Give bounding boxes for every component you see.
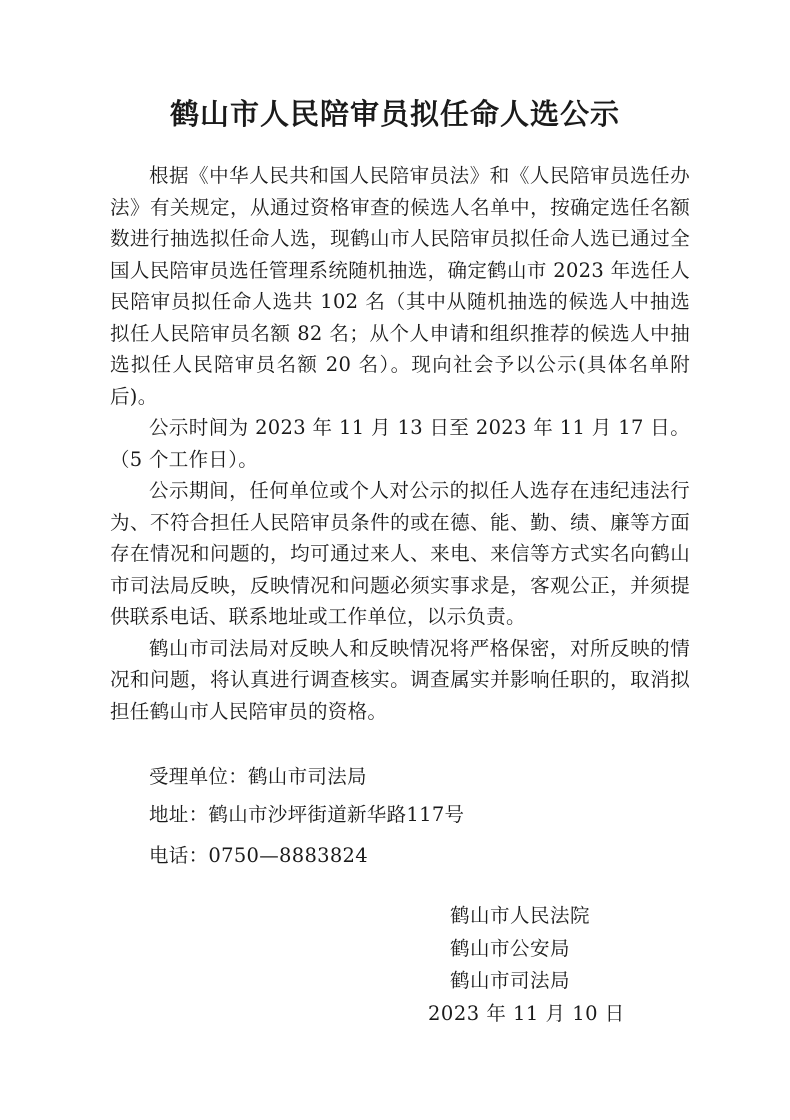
paragraph-reporting: 公示期间，任何单位或个人对公示的拟任人选存在违纪违法行为、不符合担任人民陪审员条件的或在德、能、勤、绩、廉等方面存在情况和问题的，均可通过来人、来电、来信等方式实名向鹤山市司法局反映，反映情况和问题必须实事求是，客观公正，并须提供联系电话、联系地址或工作单位，以示负责。 xyxy=(110,479,690,628)
document-body xyxy=(110,160,690,727)
contact-unit: 受理单位：鹤山市司法局 xyxy=(149,765,367,788)
contact-phone: 电话：0750—8883824 xyxy=(149,844,368,867)
signature-date: 2023 年 11 月 10 日 xyxy=(428,1001,625,1025)
signature-block xyxy=(428,900,625,1030)
contact-address: 地址：鹤山市沙坪街道新华路117号 xyxy=(149,803,465,826)
paragraph-basis: 根据《中华人民共和国人民陪审员法》和《人民陪审员选任办法》有关规定，从通过资格审查的候选人名单中，按确定选任名额数进行抽选拟任命人选，现鹤山市人民陪审员拟任命人选已通过全国人民陪审员选任管理系统随机抽选，确定鹤山市 2023 年选任人民陪审员拟任命人选共 102 名（其中从随机抽选的候选人中抽选拟任人民陪审员名额 82 名；从个人申请和组织推荐的候选人中抽选拟任人民陪审员名额 20 名）。现向社会予以公示(具体名单附后)。 xyxy=(110,164,690,408)
signatory-justice: 鹤山市司法局 xyxy=(450,969,571,992)
signatory-court: 鹤山市人民法院 xyxy=(450,904,591,927)
paragraph-period: 公示时间为 2023 年 11 月 13 日至 2023 年 11 月 17 日。（5 个工作日）。 xyxy=(110,416,690,471)
document-title: 鹤山市人民陪审员拟任命人选公示 xyxy=(169,97,620,131)
paragraph-confidentiality: 鹤山市司法局对反映人和反映情况将严格保密，对所反映的情况和问题，将认真进行调查核实。调查属实并影响任职的，取消拟担任鹤山市人民陪审员的资格。 xyxy=(110,636,690,723)
signatory-police: 鹤山市公安局 xyxy=(450,936,571,960)
